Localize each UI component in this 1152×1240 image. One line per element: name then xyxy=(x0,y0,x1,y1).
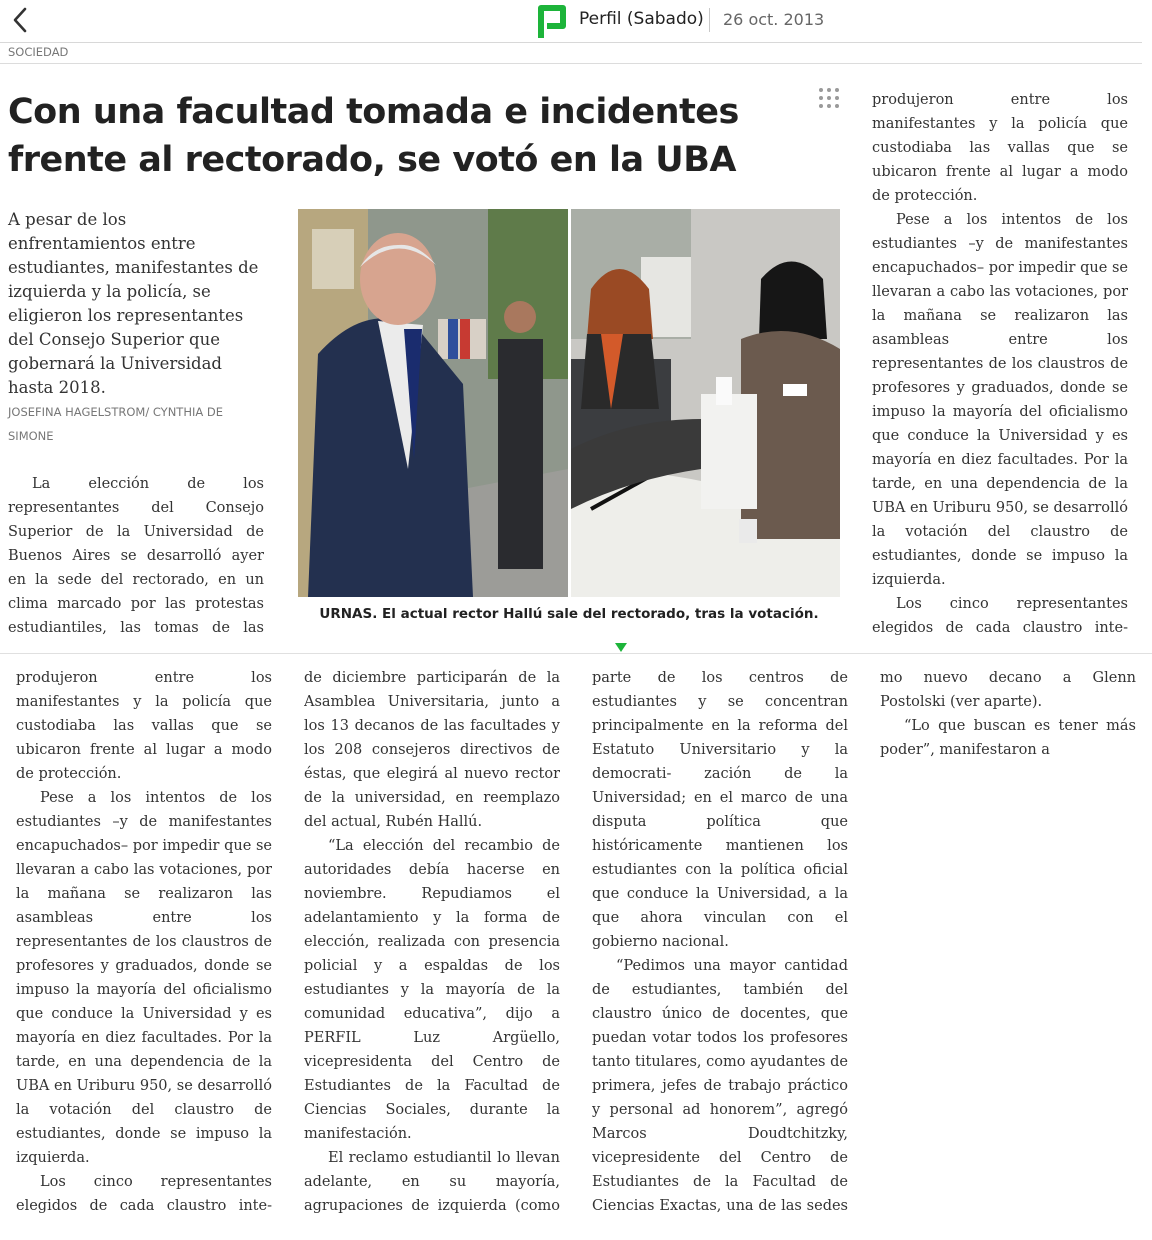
body-paragraph: Los cinco representantes elegidos de cada claustro inte- xyxy=(16,1174,272,1214)
body-paragraph: de diciembre participarán de la Asamblea Universitaria, junto a los 13 decanos de las facultades y los 208 consejeros directivos de éstas, que elegirá al nuevo rector de la universidad, en reemplazo del actual, Rubén Hallú. xyxy=(304,670,560,830)
article-headline: Con una facultad tomada e incidentes frente al rectorado, se votó en la UBA xyxy=(8,92,739,180)
article-lead: A pesar de los enfrentamientos entre estudiantes, manifestantes de izquierda y la policía, se eligieron los representantes del Consejo Superior que gobernará la Universidad hasta 2018. xyxy=(8,210,259,397)
grid-menu-icon[interactable] xyxy=(818,87,840,109)
pressreader-logo-icon xyxy=(536,4,568,42)
photo-rector-hallu xyxy=(298,209,568,597)
toolbar-divider xyxy=(709,8,710,32)
body-paragraph: mo nuevo decano a Glenn Postolski (ver aparte). xyxy=(880,670,1136,710)
photo-caption: URNAS. El actual rector Hallú sale del rectorado, tras la votación. xyxy=(319,606,819,622)
body-paragraph: El reclamo estudiantil lo llevan adelante, en su mayoría, agrupaciones de izquierda (como xyxy=(304,1150,560,1214)
body-paragraph: Pese a los intentos de los estudiantes –y de manifestantes encapuchados– por impedir que se llevaran a cabo las votaciones, por la mañana se realizaron las asambleas entre los representantes de los claustros de profesores y graduados, donde se impuso la mayoría del oficialismo que conduce la Universidad y es mayoría en diez facultades. Por la tarde, en una dependencia de la UBA en Uriburu 950, se desarrolló la votación del claustro de estudiantes, donde se impuso la izquierda. xyxy=(872,212,1128,588)
body-paragraph: “Lo que buscan es tener más poder”, manifestaron a xyxy=(880,718,1136,758)
upper-left-column xyxy=(8,472,264,640)
publication-name[interactable]: Perfil (Sabado) xyxy=(579,9,704,29)
back-arrow-icon[interactable] xyxy=(6,3,36,37)
page-fold-divider xyxy=(0,653,1152,654)
body-paragraph: produjeron entre los manifestantes y la policía que custodiaba las vallas que se ubicaron frente al lugar a modo de protección. xyxy=(16,670,272,782)
lower-column-1 xyxy=(16,666,272,1218)
position-marker-icon xyxy=(615,643,627,652)
body-paragraph: parte de los centros de estudiantes y se concentran principalmente en la reforma del Estatuto Universitario y la democrati- zación de la Universidad; en el marco de una disputa política que históricamente mantienen los estudiantes con la política oficial que conduce la Universidad, a la que ahora vinculan con el gobierno nacional. xyxy=(592,670,848,950)
body-paragraph: produjeron entre los manifestantes y la policía que custodiaba las vallas que se ubicaron frente al lugar a modo de protección. xyxy=(872,92,1128,204)
lower-column-4 xyxy=(880,666,1136,786)
body-paragraph: Pese a los intentos de los estudiantes –y de manifestantes encapuchados– por impedir que se llevaran a cabo las votaciones, por la mañana se realizaron las asambleas entre los representantes de los claustros de profesores y graduados, donde se impuso la mayoría del oficialismo que conduce la Universidad y es mayoría en diez facultades. Por la tarde, en una dependencia de la UBA en Uriburu 950, se desarrolló la votación del claustro de estudiantes, donde se impuso la izquierda. xyxy=(16,790,272,1166)
article-byline: JOSEFINA HAGELSTROM/ CYNTHIA DE SIMONE xyxy=(8,405,224,443)
body-paragraph: Los cinco representantes elegidos de cada claustro inte- xyxy=(872,596,1128,636)
body-paragraph: “Pedimos una mayor cantidad de estudiantes, también del claustro único de docentes, que puedan votar todos los profesores tanto titulares, como ayudantes de primera, jefes de trabajo práctico y personal ad honorem”, agregó Marcos Doudtchitzky, vicepresidente del Centro de Estudiantes de la Facultad de Ciencias Exactas, una de las sedes xyxy=(592,958,848,1214)
lower-column-2 xyxy=(304,666,560,1218)
issue-date[interactable]: 26 oct. 2013 xyxy=(723,10,825,29)
top-toolbar xyxy=(0,0,1142,43)
section-divider xyxy=(0,63,1142,64)
body-paragraph: “La elección del recambio de autoridades debía hacerse en noviembre. Repudiamos el adelantamiento y la forma de elección, realizada con presencia policial y a espaldas de los estudiantes y la mayoría de la comunidad educativa”, dijo a PERFIL Luz Argüello, vicepresidenta del Centro de Estudiantes de la Facultad de Ciencias Sociales, durante la manifestación. xyxy=(304,838,560,1142)
body-paragraph: La elección de los representantes del Consejo Superior de la Universidad de Buenos Aires se desarrolló ayer en la sede del rectorado, en un clima marcado por las protestas estudiantiles, las tomas de las xyxy=(8,476,264,636)
lower-column-3 xyxy=(592,666,848,1218)
upper-right-column xyxy=(872,88,1128,644)
section-label: SOCIEDAD xyxy=(8,45,69,59)
photo-ballot-box xyxy=(571,209,840,597)
